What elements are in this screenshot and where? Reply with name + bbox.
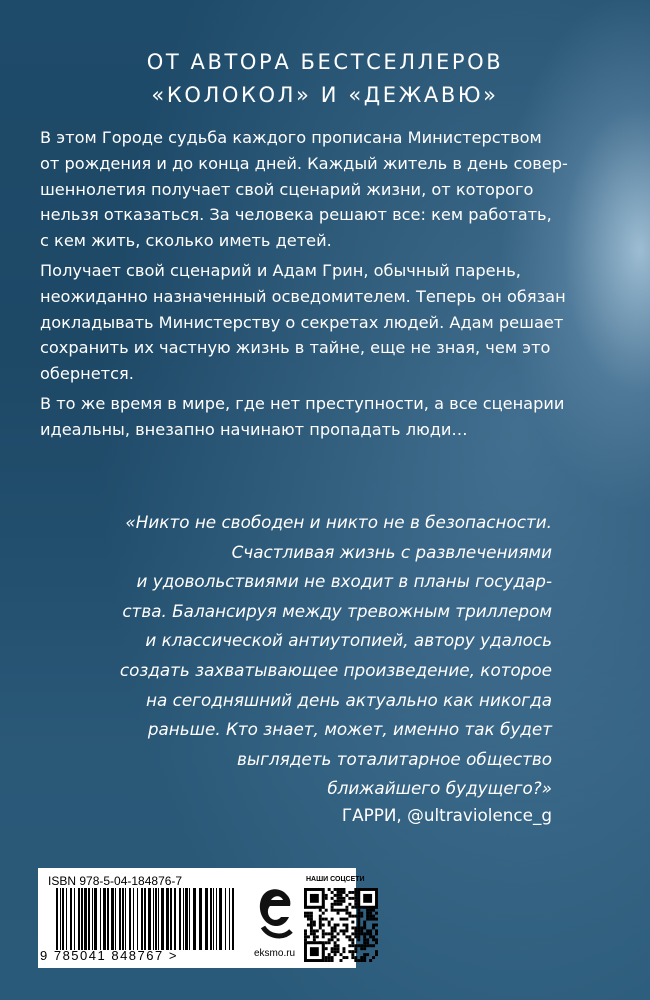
- review-quote: [82, 508, 552, 804]
- blurb-line: В то же время в мире, где нет преступности, а все сценарии: [40, 393, 565, 413]
- blurb-line: от рождения и до конца дней. Каждый житель в день совер-: [40, 153, 568, 173]
- blurb: [40, 125, 600, 447]
- quote-line: ближайшего будущего?»: [327, 778, 552, 799]
- blurb-line: идеальны, внезапно начинают пропадать люди…: [40, 419, 468, 439]
- blurb-line: В этом Городе судьба каждого прописана Министерством: [40, 128, 542, 147]
- blurb-paragraph: [40, 391, 600, 443]
- qr-code-icon[interactable]: [304, 888, 378, 962]
- publisher-site[interactable]: eksmo.ru: [254, 948, 296, 959]
- barcode-panel: [38, 868, 365, 968]
- heading: [0, 46, 650, 112]
- quote-line: «Никто не свободен и никто не в безопасности.: [125, 512, 552, 532]
- blurb-line: сохранить их частную жизнь в тайне, еще не зная, чем это: [40, 338, 551, 358]
- social-label: НАШИ СОЦСЕТИ: [306, 876, 365, 883]
- barcode-digits: 9 785041 848767 >: [40, 948, 178, 963]
- heading-line-2: «КОЛОКОЛ» И «ДЕЖАВЮ»: [151, 83, 499, 107]
- quote-line: и классической антиутопией, автору удалось: [145, 630, 552, 651]
- blurb-line: нельзя отказаться. За человека решают все: кем работать,: [40, 205, 552, 225]
- eksmo-logo-icon: [253, 883, 297, 943]
- quote-line: ства. Балансируя между тревожным триллером: [122, 600, 552, 621]
- quote-line: и удовольствиями не входит в планы государ-: [136, 571, 552, 592]
- blurb-line: неожиданно назначенный осведомителем. Теперь он обязан: [40, 286, 566, 306]
- blurb-line: шеннолетия получает свой сценарий жизни, от которого: [40, 179, 534, 199]
- quote-attribution: ГАРРИ, @ultraviolence_g: [341, 805, 552, 825]
- quote-line: раньше. Кто знает, может, именно так будет: [147, 719, 552, 740]
- quote-line: Счастливая жизнь с развлечениями: [231, 541, 552, 562]
- barcode-icon: [56, 888, 236, 950]
- quote-line: выглядеть тоталитарное общество: [237, 748, 552, 769]
- blurb-line: Получает свой сценарий и Адам Грин, обычный парень,: [40, 260, 521, 280]
- blurb-paragraph: [40, 258, 600, 387]
- blurb-paragraph: [40, 125, 600, 254]
- quote-line: на сегодняшний день актуально как никогда: [146, 689, 552, 710]
- isbn-label: ISBN 978-5-04-184876-7: [48, 874, 183, 888]
- blurb-line: обернется.: [40, 364, 134, 384]
- blurb-line: с кем жить, сколько иметь детей.: [40, 231, 332, 251]
- blurb-line: докладывать Министерству о секретах людей. Адам решает: [40, 312, 564, 332]
- quote-line: создать захватывающее произведение, которое: [119, 659, 552, 680]
- heading-line-1: ОТ АВТОРА БЕСТСЕЛЛЕРОВ: [146, 50, 504, 74]
